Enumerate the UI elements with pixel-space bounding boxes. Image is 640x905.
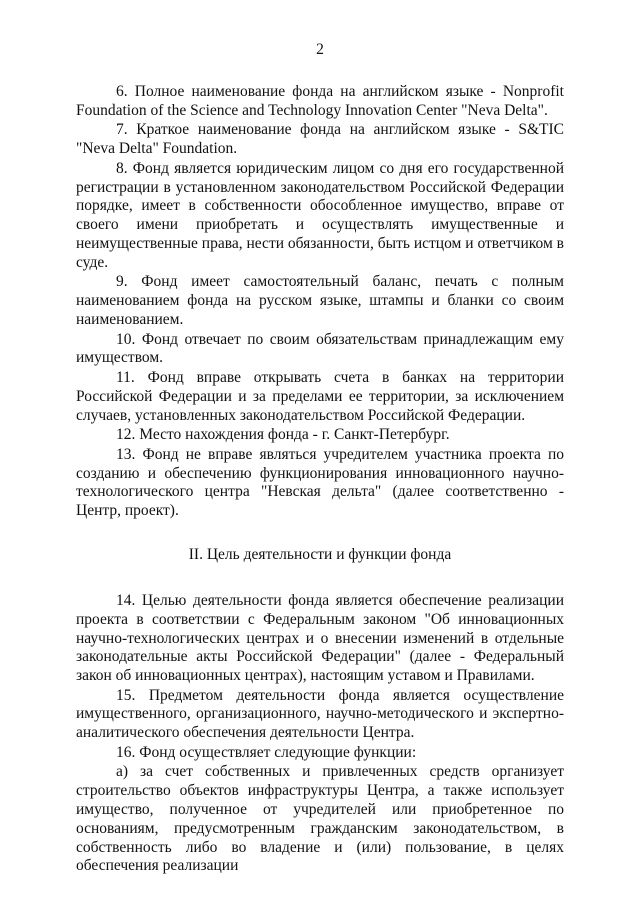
paragraph-6: 6. Полное наименование фонда на английском языке - Nonprofit Foundation of the Science and Technology Innovation Center "Neva Delta". (76, 83, 564, 119)
document-body (76, 83, 564, 876)
paragraph-14: 14. Целью деятельности фонда является обеспечение реализации проекта в соответствии с Федеральным законом "Об инновационных научно-технологических центрах и о внесении изменений в отдельные законодательные акты Российской Федерации" (далее - Федеральный закон об инновационных центрах), настоящим уставом и Правилами. (76, 591, 564, 685)
paragraph-15: 15. Предметом деятельности фонда является осуществление имущественного, организационного, научно-методического и экспертно-аналитического обеспечения деятельности Центра. (76, 686, 564, 742)
section-heading: II. Цель деятельности и функции фонда (188, 545, 452, 563)
paragraph-10: 10. Фонд отвечает по своим обязательствам принадлежащим ему имуществом. (76, 330, 564, 367)
paragraph-11: 11. Фонд вправе открывать счета в банках на территории Российской Федерации и за пределами ее территории, за исключением случаев, установленных законодательством Российской Федерации. (76, 368, 564, 424)
paragraph-16: 16. Фонд осуществляет следующие функции: (116, 743, 417, 761)
paragraph-9: 9. Фонд имеет самостоятельный баланс, печать с полным наименованием фонда на русском языке, штампы и бланки со своим наименованием. (76, 273, 564, 328)
paragraph-7: 7. Краткое наименование фонда на английском языке - S&TIC "Neva Delta" Foundation. (76, 121, 564, 158)
paragraph-8: 8. Фонд является юридическим лицом со дня его государственной регистрации в установленном законодательством Российской Федерации порядке, имеет в собственности обособленное имущество, вправе от своего имени приобретать и осуществлять имущественные и неимущественные права, нести обязанности, быть истцом и ответчиком в суде. (76, 159, 564, 271)
page-number: 2 (316, 41, 324, 58)
paragraph-16-a: а) за счет собственных и привлеченных средств организует строительство объектов инфраструктуры Центра, а также использует имущество, полученное от учредителей или приобретенное по основаниям, предусмотренным гражданским законодательством, в собственность либо во владение и (или) пользование, в целях обеспечения реализации (76, 763, 564, 875)
paragraph-12: 12. Место нахождения фонда - г. Санкт-Петербург. (116, 426, 450, 444)
paragraph-13: 13. Фонд не вправе являться учредителем участника проекта по созданию и обеспечению функционирования инновационного научно-технологического центра "Невская дельта" (далее соответственно - Центр, проект). (76, 445, 564, 520)
